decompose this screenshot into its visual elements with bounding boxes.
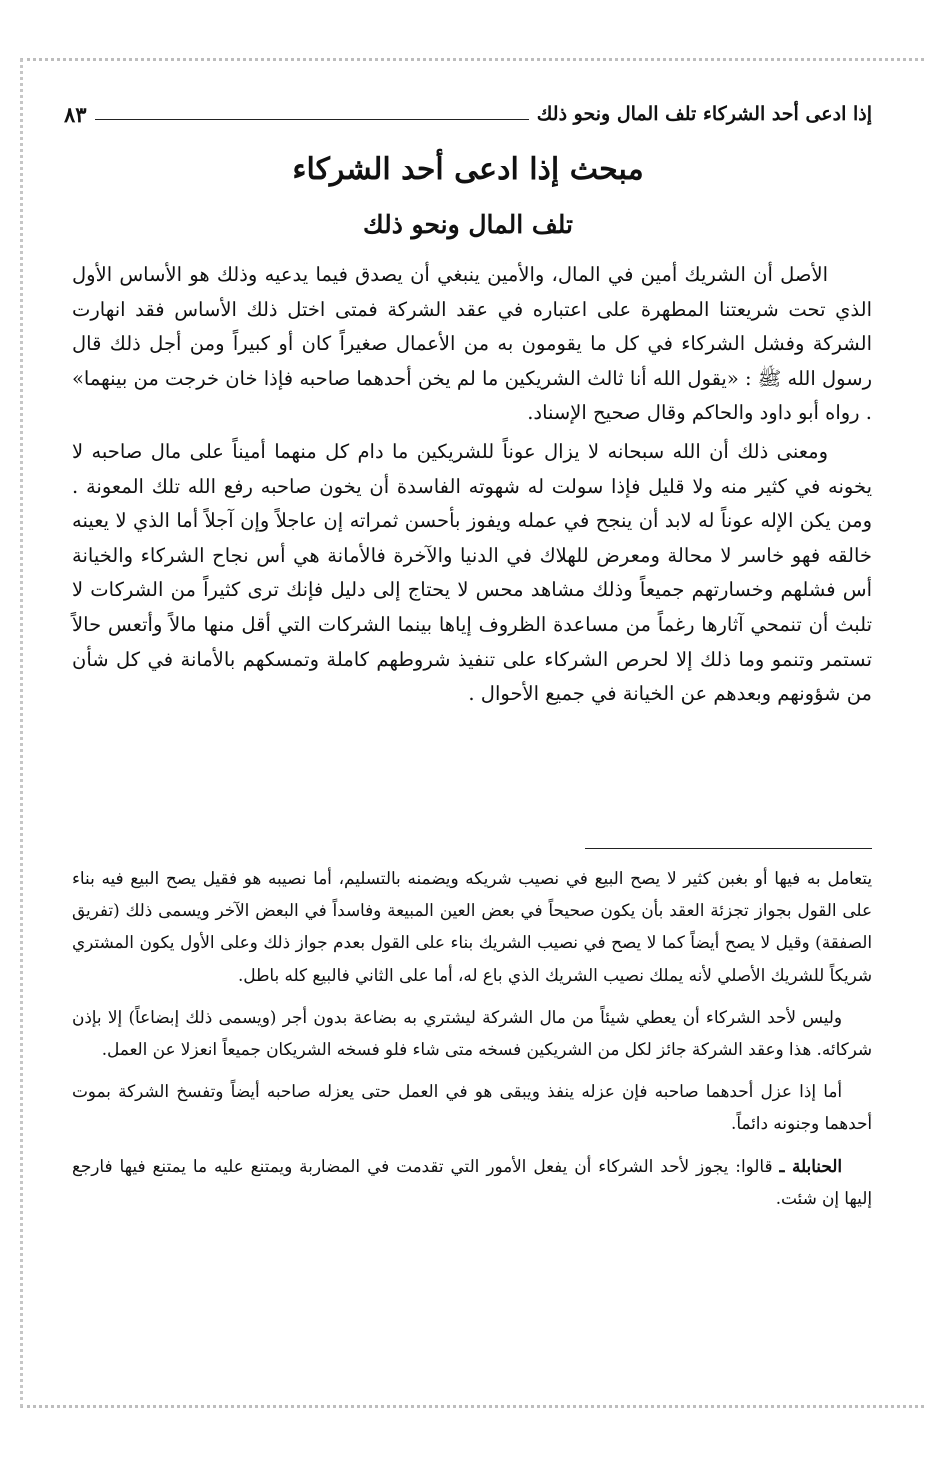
section-subtitle: تلف المال ونحو ذلك: [363, 210, 573, 239]
footnote-3: أما إذا عزل أحدهما صاحبه فإن عزله ينفذ ويبقى هو في العمل حتى يعزله صاحبه أيضاً وتفسخ الشركة بموت أحدهما وجنونه دائماً.: [72, 1081, 872, 1134]
running-title: إذا ادعى أحد الشركاء تلف المال ونحو ذلك: [536, 103, 872, 125]
main-text: [72, 258, 872, 712]
footnote-separator: [585, 848, 872, 849]
header-rule: [95, 119, 529, 120]
madhhab-label: الحنابلة ـ: [779, 1155, 842, 1176]
footnote-4-text: قالوا: يجوز لأحد الشركاء أن يفعل الأمور التي تقدمت في المضاربة ويمتنع عليه ما يمتنع فيها فارجع إليها إن شئت.: [72, 1155, 872, 1208]
footnote-2: وليس لأحد الشركاء أن يعطي شيئاً من مال الشركة ليشتري به بضاعة بدون أجر (ويسمى ذلك إبضاعاً) إلا بإذن شركائه. هذا وعقد الشركة جائز لكل من الشريكين فسخه متى شاء فلو فسخه الشريكان جميعاً انعزلا عن العمل.: [72, 1006, 872, 1060]
footnote-4: [72, 1150, 872, 1214]
footnote-1: يتعامل به فيها أو بغبن كثير لا يصح البيع في نصيب شريكه ويضمنه بالتسليم، أما نصيبه هو فقيل يصح البيع فيه بناء على القول بجواز تجزئة العقد بأن يكون صحيحاً في بعض العين المبيعة وفاسداً في البعض الآخر ويسمى ذلك (تفريق الصفقة) وقيل لا يصح أيضاً كما لا يصح في نصيب الشريك بناء على القول بعدم جواز ذلك وعلى الأول يكون المشتري شريكاً للشريك الأصلي لأنه يملك نصيب الشريك الذي باع له، أما على الثاني فالبيع كله باطل.: [72, 868, 872, 985]
page-number: ٨٣: [64, 101, 87, 127]
page-header: [64, 96, 872, 132]
paragraph-2: ومعنى ذلك أن الله سبحانه لا يزال عوناً للشريكين ما دام كل منهما أميناً على مال صاحبه لا يخونه في كثير منه ولا قليل فإذا سولت له شهوته الفاسدة أن يخون صاحبه رفع الله تلك المعونة . ومن يكن الإله عوناً له لابد أن ينجح في عمله ويفوز بأحسن ثمراته إن عاجلاً وإن آجلاً أما الذي لا يعينه خالقه فهو خاسر لا محالة ومعرض للهلاك في الدنيا والآخرة فالأمانة هي أس نجاح الشركاء والخيانة أس فشلهم وخسارتهم جميعاً وذلك مشاهد محس لا يحتاج إلى دليل فإنك ترى كثيراً من الشركات لا تلبث أن تنمحي آثارها رغماً من مساعدة الظروف إياها بينما الشركات التي أقل منها مالاً وأتعس حالاً تستمر وتنمو وما ذلك إلا لحرص الشركاء على تنفيذ شروطهم كاملة وتمسكهم بالأمانة في كل شأن من شؤونهم وبعدهم عن الخيانة في جميع الأحوال .: [72, 439, 872, 706]
section-title: مبحث إذا ادعى أحد الشركاء: [292, 152, 644, 187]
footnotes: [72, 862, 872, 1214]
paragraph-1: الأصل أن الشريك أمين في المال، والأمين ينبغي أن يصدق فيما يدعيه وذلك هو الأساس الأول الذي تحت شريعتنا المطهرة على اعتباره في عقد الشركة فمتى اختل ذلك الأساس فقد انهارت الشركة وفشل الشركاء في كل ما يقومون به من الأعمال صغيراً كان أو كبيراً ومن أجل ذلك قال رسول الله ﷺ : «يقول الله أنا ثالث الشريكين ما لم يخن أحدهما صاحبه فإذا خان خرجت من بينهما» . رواه أبو داود والحاكم وقال صحيح الإسناد.: [72, 263, 872, 425]
